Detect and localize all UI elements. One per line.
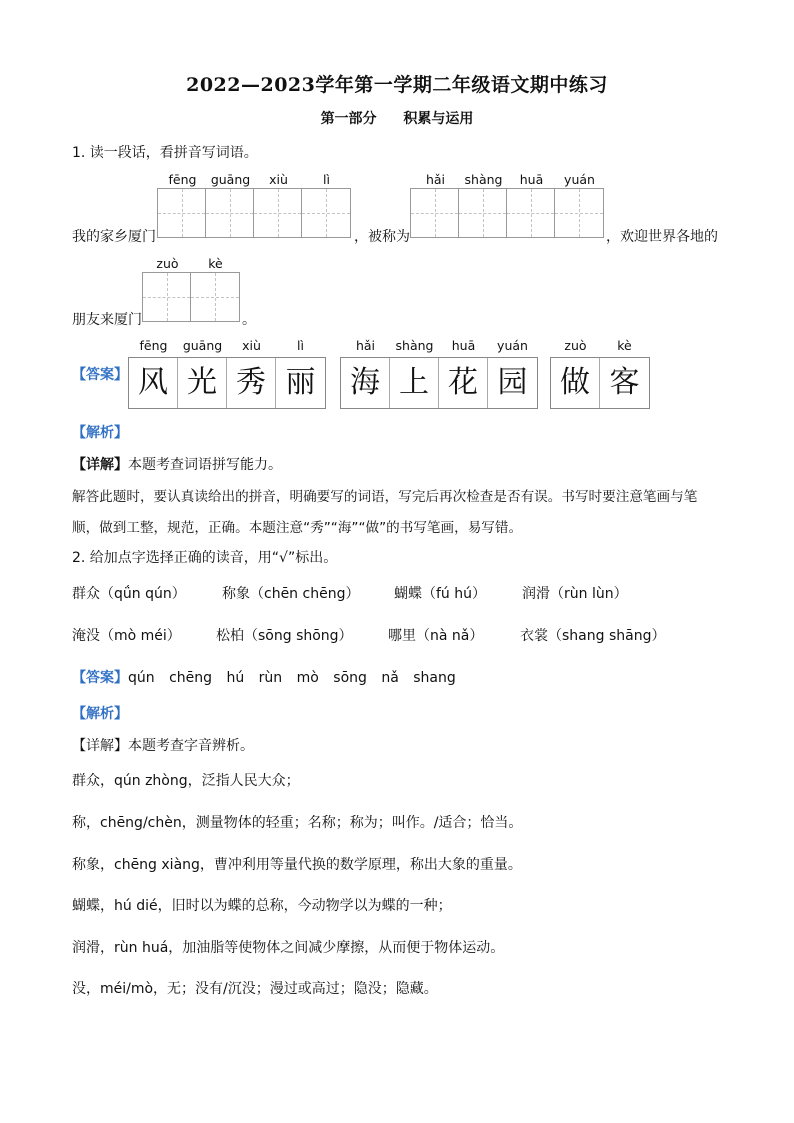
q2-option[interactable]: 松柏（sōng shōng） xyxy=(216,628,353,644)
answer-pinyin: guāng xyxy=(182,338,223,353)
grid-pinyin: huā xyxy=(519,172,544,187)
answer-pinyin: lì xyxy=(297,338,304,353)
detail-text: 本题考查词语拼写能力。 xyxy=(128,457,282,473)
q2-option[interactable]: 群众（qǘn qún） xyxy=(72,586,186,602)
pinyin-grid-3[interactable] xyxy=(142,256,240,322)
q2-option[interactable]: 蝴蝶（fú hú） xyxy=(394,586,486,602)
answer-pinyin: hǎi xyxy=(355,338,376,353)
answer-label: 【答案】 xyxy=(72,367,128,383)
grid-pinyin: hǎi xyxy=(425,172,446,187)
analysis-label: 【解析】 xyxy=(72,425,128,441)
detail-label: 【详解】 xyxy=(72,457,128,473)
answer-char: 客 xyxy=(609,365,640,400)
answer-text: qún chēng hú rùn mò sōng nǎ shang xyxy=(128,670,456,686)
pinyin-grid-1[interactable] xyxy=(157,172,351,238)
q1-text-d: 朋友来厦门 xyxy=(72,312,142,328)
note-line: 润滑，rùn huá，加油脂等使物体之间减少摩擦，从而便于物体运动。 xyxy=(72,940,505,956)
q1-detail xyxy=(72,454,282,474)
note-line: 称，chēng/chèn，测量物体的轻重；名称；称为；叫作。/适合；恰当。 xyxy=(72,815,523,831)
note-line: 群众，qún zhòng，泛指人民大众； xyxy=(72,773,300,789)
grid-pinyin: kè xyxy=(208,256,223,271)
analysis-label: 【解析】 xyxy=(72,706,128,722)
q2-option[interactable]: 称象（chēn chēng） xyxy=(222,586,360,602)
pinyin-grid-2[interactable] xyxy=(410,172,604,238)
section-subtitle: 第一部分 积累与运用 xyxy=(320,111,474,127)
question-1-prompt: 1. 读一段话，看拼音写词语。 xyxy=(72,145,258,161)
note-line: 没，méi/mò，无；没有/沉没；漫过或高过；隐没；隐藏。 xyxy=(72,981,438,997)
page-title: 2022—2023学年第一学期二年级语文期中练习 xyxy=(186,74,608,96)
detail-text: 本题考查字音辨析。 xyxy=(128,738,254,754)
q2-detail xyxy=(72,735,254,755)
q2-option[interactable]: 衣裳（shang shāng） xyxy=(520,628,666,644)
answer-char: 海 xyxy=(350,365,380,400)
grid-pinyin: lì xyxy=(323,172,330,187)
answer-grid-2 xyxy=(340,338,538,409)
answer-pinyin: huā xyxy=(451,338,476,353)
answer-char: 丽 xyxy=(285,365,316,400)
answer-pinyin: kè xyxy=(617,338,632,353)
answer-pinyin: xiù xyxy=(242,338,261,353)
answer-char: 花 xyxy=(448,365,478,400)
answer-char: 做 xyxy=(560,365,590,400)
grid-pinyin: guāng xyxy=(210,172,251,187)
q2-answer xyxy=(72,667,456,687)
q1-text-e: 。 xyxy=(242,312,256,328)
note-line: 蝴蝶，hú dié，旧时以为蝶的总称，今动物学以为蝶的一种； xyxy=(72,898,452,914)
grid-pinyin: fēng xyxy=(168,172,197,187)
answer-char: 风 xyxy=(138,365,168,400)
answer-pinyin: zuò xyxy=(564,338,587,353)
answer-grid-3 xyxy=(550,338,650,409)
grid-pinyin: xiù xyxy=(269,172,288,187)
q2-option[interactable]: 哪里（nà nǎ） xyxy=(388,628,484,644)
answer-grid-1 xyxy=(128,338,326,409)
answer-label: 【答案】 xyxy=(72,670,128,686)
note-line: 称象，chēng xiàng，曹冲利用等量代换的数学原理，称出大象的重量。 xyxy=(72,857,522,873)
q2-option[interactable]: 润滑（rùn lùn） xyxy=(522,586,628,602)
answer-char: 园 xyxy=(497,365,528,400)
q1-text-c: ，欢迎世界各地的 xyxy=(606,229,718,245)
q1-text-a: 我的家乡厦门 xyxy=(72,229,156,245)
detail-label: 【详解】 xyxy=(72,738,128,754)
answer-pinyin: yuán xyxy=(497,338,528,353)
grid-pinyin: yuán xyxy=(564,172,595,187)
answer-pinyin: fēng xyxy=(139,338,168,353)
q2-option[interactable]: 淹没（mò méi） xyxy=(72,628,181,644)
question-2-prompt: 2. 给加点字选择正确的读音，用“√”标出。 xyxy=(72,550,338,566)
q1-explain-1: 解答此题时，要认真读给出的拼音，明确要写的词语，写完后再次检查是否有误。书写时要注意笔画与笔 xyxy=(72,489,698,505)
answer-char: 秀 xyxy=(236,365,266,400)
grid-pinyin: zuò xyxy=(156,256,179,271)
answer-char: 光 xyxy=(187,365,217,400)
q1-explain-2: 顺，做到工整，规范，正确。本题注意“秀”“海”“做”的书写笔画，易写错。 xyxy=(72,520,523,536)
answer-pinyin: shàng xyxy=(395,338,434,353)
answer-char: 上 xyxy=(399,365,429,400)
q1-text-b: ，被称为 xyxy=(354,229,410,245)
grid-pinyin: shàng xyxy=(464,172,503,187)
